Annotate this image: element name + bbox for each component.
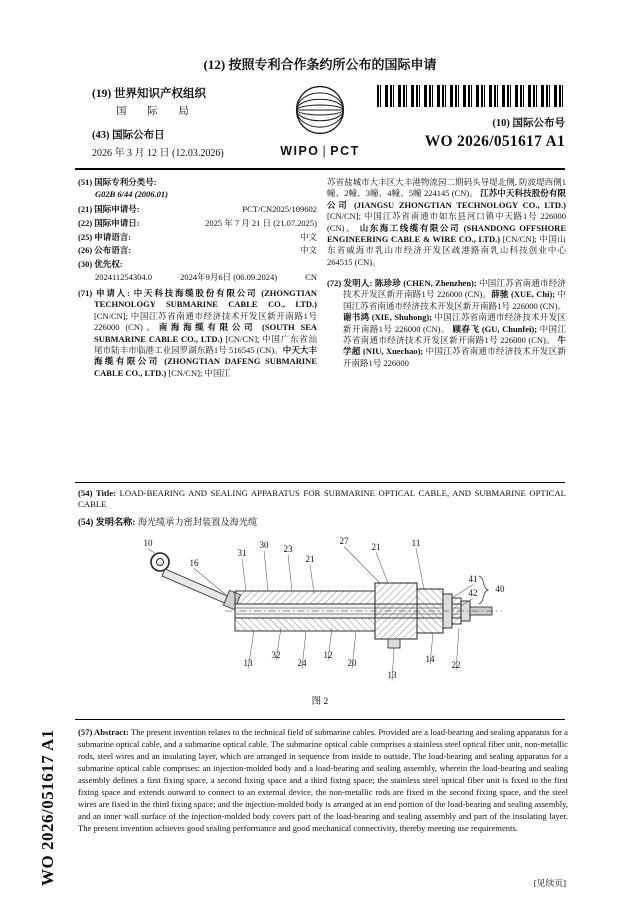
svg-text:42: 42 <box>468 588 478 599</box>
publication-language-label: (26) 公布语言: <box>78 245 132 256</box>
org-bureau: 国 际 局 <box>116 106 198 117</box>
svg-text:30: 30 <box>259 540 269 551</box>
application-number-label: (21) 国际申请号: <box>78 203 140 214</box>
ipc-label: (51) 国际专利分类号: <box>78 177 157 187</box>
priority-label: (30) 优先权: <box>78 259 123 270</box>
svg-text:22: 22 <box>451 660 461 671</box>
continuation-note: [见续页] <box>533 878 566 888</box>
svg-text:13: 13 <box>387 670 397 681</box>
wipo-wordmark: WIPO <box>280 144 320 158</box>
pub-number-value: WO 2026/051617 A1 <box>424 133 565 150</box>
org-name: (19) 世界知识产权组织 <box>92 88 207 100</box>
inventors-paragraph: (72) 发明人: 陈珍珍 (CHEN, Zhenzhen); 中国江苏省南通市经济技术开发区新开南路1号 226000 (CN)。薛驰 (XUE, Chi); 中国江苏省南通市经济技术开发区新开南路1号 226000 (CN)。 谢书鸿 (XIE, Shuhong); 中国江苏省南通市经济技术开发区新开南路1号 226000 (CN)。 顾春飞 (GU, Chunfei); 中国江苏省南通市经济技术开发区新开南路1号 226000 (CN)。 牛学超 (NIU, Xuechao); 中国江苏省南通市经济技术开发区新开南路1号 226000 <box>327 278 566 368</box>
biblio-right-column <box>327 177 566 482</box>
svg-text:32: 32 <box>271 650 281 661</box>
document-kind-title: (12) 按照专利合作条约所公布的国际申请 <box>203 57 437 72</box>
application-number-field <box>78 204 317 215</box>
filing-language-value: 中文 <box>299 231 317 242</box>
svg-text:16: 16 <box>189 558 199 569</box>
priority-number: 202411254304.0 <box>95 271 153 282</box>
cable-assembly-shapes <box>151 553 502 648</box>
header <box>92 85 565 159</box>
bibliographic-section <box>78 177 566 482</box>
svg-text:21: 21 <box>371 542 381 553</box>
side-publication-number: WO 2026/051617 A1 <box>38 729 57 886</box>
issuing-org-block <box>92 85 268 159</box>
svg-text:14: 14 <box>425 654 435 665</box>
filing-date-field <box>78 218 317 229</box>
svg-text:21: 21 <box>305 554 315 565</box>
applicants-paragraph: (71) 申请人: 中天科技海缆股份有限公司 (ZHONGTIAN TECHNOLOGY SUBMARINE CABLE CO., LTD.) [CN/CN]; 中国江苏省南通市经济技术开发区新开南路1号 226000 (CN)。南海海缆有限公司 (SOUTH SEA SUBMARINE CABLE CO., LTD.) [CN/CN]; 中国广东省汕尾市陆丰市临港工业园罗湖东路1号 516545 (CN)。中天大丰海缆有限公司 (ZHONGTIAN DAFENG SUBMARINE CABLE CO., LTD.) [CN/CN]; 中国江 <box>78 288 317 378</box>
figure-block <box>0 536 640 707</box>
filing-language-label: (25) 申请语言: <box>78 231 132 242</box>
svg-text:23: 23 <box>283 544 293 555</box>
header-divider <box>75 168 565 170</box>
svg-text:12: 12 <box>323 650 333 661</box>
applicants-continued-paragraph: 苏省盐城市大丰区大丰港物流园二期码头导堤北侧, 防波堤西侧1幢、2幢、3幢、4幢、5幢 224145 (CN)。 江苏中天科技股份有限公司 (JIANGSU ZHONGTIAN TECHNOLOGY CO., LTD.) [CN/CN]; 中国江苏省南通市如东县河口镇中天路1号 226000 (CN)。 山东海工线缆有限公司 (SHANDONG OFFSHORE ENGINEERING CABLE & WIRE CO., LTD.) [CN/CN]; 中国山东省威海市乳山市经济开发区疏港路南乳山科技创业中心 264515 (CN)。 <box>327 177 566 267</box>
svg-text:13: 13 <box>243 658 253 669</box>
ipc-field <box>78 177 317 201</box>
abstract-paragraph: (57) Abstract: The present invention relates to the technical field of submarine cables. Provided are a load-bearing and sealing apparatus for a submarine optical cable, and a submarine optical cable. The submarine optical cable comprises a stainless steel optical fiber unit, non-metallic rods, steel wires and an insulating layer, which are arranged in sequence from inside to outside. The load-bearing and sealing apparatus for a submarine optical cable comprises: an injection-molded body and a load-bearing and sealing assembly, wherein the load-bearing and sealing assembly defines a first fixing space, a second fixing space and a third fixing space; the stainless steel optical fiber unit is fixed in the first fixing space and extends outward to connect to an external device, the non-metallic rods are fixed in the second fixing space, and the steel wires are fixed in the third fixing space; and the injection-molded body is arranged at an end portion of the load-bearing and sealing assembly, and an inner wall surface of the injection-molded body covers part of the load-bearing and sealing assembly and part of the insulating layer. The present invention achieves good sealing performance and good mechanical connectivity, thereby meeting use requirements. <box>78 727 568 834</box>
svg-text:10: 10 <box>143 538 153 549</box>
publication-block <box>372 85 565 151</box>
abstract-divider <box>75 719 565 720</box>
figure-2-drawing <box>130 536 510 686</box>
figure-caption: 图 2 <box>311 697 329 708</box>
publication-language-field <box>78 245 317 256</box>
logo-separator: | <box>322 144 328 158</box>
wipo-pct-wordmark <box>268 144 372 158</box>
publication-language-value: 中文 <box>299 245 317 256</box>
pub-date-label: (43) 国际公布日 <box>92 130 165 141</box>
wipo-globe-icon <box>293 83 347 137</box>
wipo-logo-block <box>268 83 372 158</box>
pub-number-label: (10) 国际公布号 <box>492 118 565 129</box>
invention-title-zh: (54) 发明名称: 海光缆承力密封装置及海光缆 <box>78 516 258 527</box>
svg-text:41: 41 <box>468 574 478 585</box>
barcode-icon <box>377 85 565 107</box>
title-section <box>78 488 566 528</box>
priority-data <box>95 272 317 283</box>
priority-field <box>78 259 317 283</box>
biblio-left-column <box>78 177 317 482</box>
svg-text:20: 20 <box>347 658 357 669</box>
svg-text:24: 24 <box>297 658 307 669</box>
filing-date-label: (22) 国际申请日: <box>78 217 140 228</box>
filing-language-field <box>78 232 317 243</box>
label-brace <box>479 576 488 604</box>
application-number-value: PCT/CN2025/109602 <box>242 203 317 214</box>
priority-country: CN <box>305 271 317 282</box>
svg-text:40: 40 <box>495 584 505 595</box>
title-divider <box>75 482 565 483</box>
priority-date: 2024年9月6日 (06.09.2024) <box>180 271 278 282</box>
pct-wordmark: PCT <box>330 144 360 158</box>
ipc-value: G02B 6/44 (2006.01) <box>95 189 168 200</box>
filing-date-value: 2025 年 7 月 21 日 (21.07.2025) <box>205 217 317 228</box>
invention-title-en: (54) Title: LOAD-BEARING AND SEALING APPARATUS FOR SUBMARINE OPTICAL CABLE, AND SUBMARINE OPTICAL CABLE <box>78 488 566 510</box>
svg-text:27: 27 <box>339 536 349 547</box>
pub-date-value: 2026 年 3 月 12 日 (12.03.2026) <box>92 148 224 159</box>
svg-text:11: 11 <box>411 538 421 549</box>
svg-text:31: 31 <box>237 548 247 559</box>
